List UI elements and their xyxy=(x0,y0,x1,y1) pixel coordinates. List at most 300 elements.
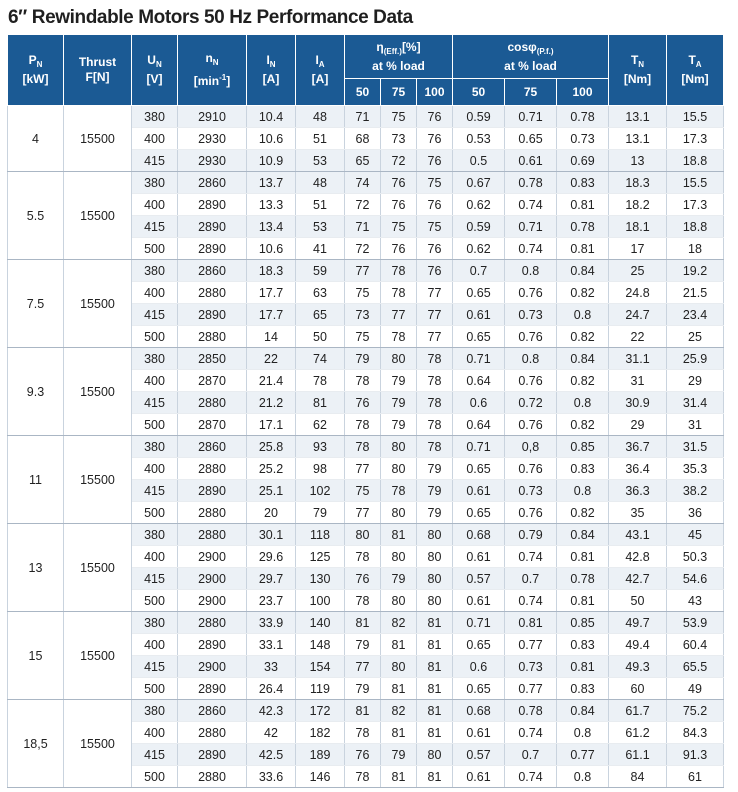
table-cell: 0.78 xyxy=(557,568,609,590)
table-cell: 0.71 xyxy=(453,436,505,458)
table-cell: 500 xyxy=(132,326,178,348)
table-cell: 0.65 xyxy=(453,282,505,304)
table-cell: 48 xyxy=(296,106,345,128)
table-cell: 81 xyxy=(381,634,417,656)
table-cell: 400 xyxy=(132,194,178,216)
table-cell: 0.71 xyxy=(505,106,557,128)
table-cell: 76 xyxy=(417,128,453,150)
table-cell: 51 xyxy=(296,128,345,150)
table-cell: 2860 xyxy=(178,700,247,722)
table-cell: 0.8 xyxy=(505,260,557,282)
table-cell: 81 xyxy=(417,612,453,634)
table-cell: 0.82 xyxy=(557,502,609,524)
table-cell: 2890 xyxy=(178,238,247,260)
header-rated-torque: $T_N$ [Nm] xyxy=(609,35,667,106)
table-row xyxy=(8,348,724,370)
table-cell: 2890 xyxy=(178,744,247,766)
table-cell: 0.71 xyxy=(505,216,557,238)
table-cell: 81 xyxy=(381,766,417,788)
table-cell: 78 xyxy=(345,414,381,436)
table-cell: 18.1 xyxy=(609,216,667,238)
table-cell: 0.68 xyxy=(453,700,505,722)
table-cell: 68 xyxy=(345,128,381,150)
power-cell: 18,5 xyxy=(8,700,64,788)
table-cell: 13.1 xyxy=(609,128,667,150)
table-cell: 0.84 xyxy=(557,348,609,370)
table-cell: 0.61 xyxy=(453,546,505,568)
table-cell: 0.85 xyxy=(557,612,609,634)
table-cell: 0.74 xyxy=(505,590,557,612)
table-cell: 78 xyxy=(345,370,381,392)
table-cell: 79 xyxy=(417,502,453,524)
power-cell: 15 xyxy=(8,612,64,700)
table-cell: 31.1 xyxy=(609,348,667,370)
table-cell: 75.2 xyxy=(667,700,724,722)
table-cell: 0.6 xyxy=(453,656,505,678)
table-cell: 20 xyxy=(247,502,296,524)
table-cell: 2890 xyxy=(178,304,247,326)
table-cell: 50 xyxy=(296,326,345,348)
header-pf-load: 50 xyxy=(453,79,505,106)
table-cell: 2930 xyxy=(178,128,247,150)
table-cell: 35 xyxy=(609,502,667,524)
table-cell: 81 xyxy=(417,766,453,788)
table-cell: 26.4 xyxy=(247,678,296,700)
table-cell: 0.73 xyxy=(557,128,609,150)
table-cell: 80 xyxy=(345,524,381,546)
header-eff-load: 100 xyxy=(417,79,453,106)
table-cell: 36.3 xyxy=(609,480,667,502)
table-cell: 78 xyxy=(381,282,417,304)
table-cell: 0.64 xyxy=(453,370,505,392)
table-cell: 42.8 xyxy=(609,546,667,568)
table-cell: 77 xyxy=(345,656,381,678)
table-cell: 400 xyxy=(132,282,178,304)
table-cell: 380 xyxy=(132,524,178,546)
table-cell: 0.85 xyxy=(557,436,609,458)
table-cell: 0.77 xyxy=(505,678,557,700)
table-cell: 33.1 xyxy=(247,634,296,656)
table-cell: 189 xyxy=(296,744,345,766)
table-cell: 400 xyxy=(132,128,178,150)
table-cell: 0.57 xyxy=(453,744,505,766)
table-cell: 75 xyxy=(345,326,381,348)
table-cell: 78 xyxy=(417,348,453,370)
table-cell: 2860 xyxy=(178,172,247,194)
table-cell: 41 xyxy=(296,238,345,260)
table-cell: 500 xyxy=(132,590,178,612)
table-cell: 78 xyxy=(345,546,381,568)
table-cell: 25.9 xyxy=(667,348,724,370)
table-cell: 146 xyxy=(296,766,345,788)
table-cell: 76 xyxy=(345,744,381,766)
table-cell: 29 xyxy=(667,370,724,392)
table-cell: 80 xyxy=(381,590,417,612)
table-cell: 75 xyxy=(417,216,453,238)
table-cell: 79 xyxy=(381,370,417,392)
table-cell: 76 xyxy=(345,568,381,590)
table-cell: 79 xyxy=(381,392,417,414)
table-cell: 2890 xyxy=(178,194,247,216)
table-cell: 0.83 xyxy=(557,678,609,700)
table-cell: 78 xyxy=(345,436,381,458)
table-cell: 76 xyxy=(381,194,417,216)
table-cell: 2880 xyxy=(178,722,247,744)
table-cell: 415 xyxy=(132,480,178,502)
table-cell: 0.82 xyxy=(557,414,609,436)
table-cell: 2890 xyxy=(178,634,247,656)
table-body xyxy=(8,106,724,788)
thrust-cell: 15500 xyxy=(64,348,132,436)
table-cell: 72 xyxy=(345,194,381,216)
table-cell: 17 xyxy=(609,238,667,260)
table-cell: 78 xyxy=(345,590,381,612)
table-cell: 78 xyxy=(417,414,453,436)
table-cell: 0.61 xyxy=(505,150,557,172)
table-cell: 35.3 xyxy=(667,458,724,480)
table-cell: 77 xyxy=(345,502,381,524)
table-cell: 65 xyxy=(345,150,381,172)
table-cell: 75 xyxy=(345,282,381,304)
header-efficiency: $\eta_{(Eff.)}[\%]$ at % load xyxy=(345,35,453,79)
table-cell: 18.8 xyxy=(667,216,724,238)
table-cell: 72 xyxy=(381,150,417,172)
table-cell: 0.81 xyxy=(557,590,609,612)
table-cell: 81 xyxy=(417,700,453,722)
table-cell: 0.74 xyxy=(505,766,557,788)
table-cell: 25.8 xyxy=(247,436,296,458)
table-cell: 42.7 xyxy=(609,568,667,590)
table-cell: 76 xyxy=(381,172,417,194)
table-cell: 2850 xyxy=(178,348,247,370)
table-cell: 500 xyxy=(132,238,178,260)
table-cell: 81 xyxy=(417,634,453,656)
table-cell: 78 xyxy=(345,722,381,744)
table-cell: 81 xyxy=(417,678,453,700)
table-cell: 79 xyxy=(345,348,381,370)
table-cell: 400 xyxy=(132,634,178,656)
table-cell: 36 xyxy=(667,502,724,524)
table-cell: 81 xyxy=(296,392,345,414)
table-cell: 81 xyxy=(381,524,417,546)
table-cell: 82 xyxy=(381,700,417,722)
table-cell: 60.4 xyxy=(667,634,724,656)
table-cell: 23.7 xyxy=(247,590,296,612)
table-cell: 0.78 xyxy=(505,700,557,722)
table-cell: 0.76 xyxy=(505,414,557,436)
table-cell: 0.81 xyxy=(557,194,609,216)
table-cell: 59 xyxy=(296,260,345,282)
table-cell: 0.7 xyxy=(505,744,557,766)
table-cell: 0.78 xyxy=(505,172,557,194)
table-cell: 24.7 xyxy=(609,304,667,326)
table-cell: 0,8 xyxy=(505,436,557,458)
table-cell: 18.2 xyxy=(609,194,667,216)
table-cell: 21.4 xyxy=(247,370,296,392)
table-cell: 2900 xyxy=(178,656,247,678)
table-cell: 80 xyxy=(381,546,417,568)
table-cell: 0.73 xyxy=(505,656,557,678)
table-cell: 2880 xyxy=(178,282,247,304)
table-cell: 380 xyxy=(132,106,178,128)
table-cell: 76 xyxy=(417,106,453,128)
table-cell: 43 xyxy=(667,590,724,612)
table-cell: 79 xyxy=(381,414,417,436)
table-cell: 29.6 xyxy=(247,546,296,568)
table-cell: 15.5 xyxy=(667,106,724,128)
table-cell: 78 xyxy=(417,392,453,414)
table-cell: 91.3 xyxy=(667,744,724,766)
table-cell: 15.5 xyxy=(667,172,724,194)
table-cell: 49.3 xyxy=(609,656,667,678)
table-cell: 0.5 xyxy=(453,150,505,172)
table-cell: 65 xyxy=(296,304,345,326)
table-cell: 0.8 xyxy=(557,304,609,326)
table-row xyxy=(8,612,724,634)
table-cell: 0.8 xyxy=(505,348,557,370)
table-cell: 0.73 xyxy=(505,304,557,326)
power-cell: 7.5 xyxy=(8,260,64,348)
table-cell: 53.9 xyxy=(667,612,724,634)
table-cell: 43.1 xyxy=(609,524,667,546)
table-cell: 2910 xyxy=(178,106,247,128)
table-cell: 0.59 xyxy=(453,216,505,238)
table-cell: 0.53 xyxy=(453,128,505,150)
table-cell: 36.4 xyxy=(609,458,667,480)
table-cell: 10.4 xyxy=(247,106,296,128)
table-cell: 0.77 xyxy=(505,634,557,656)
thrust-cell: 15500 xyxy=(64,260,132,348)
table-cell: 0.61 xyxy=(453,766,505,788)
table-cell: 79 xyxy=(417,480,453,502)
power-cell: 5.5 xyxy=(8,172,64,260)
table-cell: 79 xyxy=(417,458,453,480)
table-cell: 76 xyxy=(345,392,381,414)
table-cell: 380 xyxy=(132,172,178,194)
table-cell: 0.84 xyxy=(557,700,609,722)
table-cell: 0.71 xyxy=(453,348,505,370)
table-cell: 74 xyxy=(345,172,381,194)
table-cell: 13.4 xyxy=(247,216,296,238)
table-cell: 2880 xyxy=(178,502,247,524)
table-cell: 0.74 xyxy=(505,546,557,568)
table-cell: 25.2 xyxy=(247,458,296,480)
table-cell: 400 xyxy=(132,458,178,480)
table-cell: 31.5 xyxy=(667,436,724,458)
page-title: 6″ Rewindable Motors 50 Hz Performance Data xyxy=(8,7,413,28)
table-cell: 0.7 xyxy=(453,260,505,282)
header-starting-current: $I_A$ [A] xyxy=(296,35,345,106)
table-cell: 0.83 xyxy=(557,634,609,656)
table-cell: 36.7 xyxy=(609,436,667,458)
table-cell: 80 xyxy=(417,546,453,568)
table-cell: 14 xyxy=(247,326,296,348)
header-eff-load: 50 xyxy=(345,79,381,106)
table-cell: 33.9 xyxy=(247,612,296,634)
table-cell: 71 xyxy=(345,106,381,128)
table-cell: 78 xyxy=(381,260,417,282)
table-cell: 75 xyxy=(381,106,417,128)
table-cell: 78 xyxy=(417,370,453,392)
table-cell: 0.83 xyxy=(557,172,609,194)
table-cell: 77 xyxy=(417,304,453,326)
table-cell: 400 xyxy=(132,546,178,568)
table-cell: 0.65 xyxy=(453,634,505,656)
table-cell: 0.71 xyxy=(453,612,505,634)
thrust-cell: 15500 xyxy=(64,524,132,612)
table-cell: 0.78 xyxy=(557,106,609,128)
table-cell: 172 xyxy=(296,700,345,722)
table-cell: 18 xyxy=(667,238,724,260)
table-cell: 79 xyxy=(381,568,417,590)
table-cell: 2880 xyxy=(178,766,247,788)
table-cell: 42.5 xyxy=(247,744,296,766)
table-cell: 2880 xyxy=(178,458,247,480)
table-cell: 2890 xyxy=(178,678,247,700)
table-cell: 17.7 xyxy=(247,282,296,304)
table-cell: 45 xyxy=(667,524,724,546)
table-cell: 31 xyxy=(667,414,724,436)
table-cell: 0.65 xyxy=(453,678,505,700)
table-cell: 400 xyxy=(132,370,178,392)
table-cell: 60 xyxy=(609,678,667,700)
table-cell: 76 xyxy=(417,260,453,282)
table-cell: 33.6 xyxy=(247,766,296,788)
table-cell: 500 xyxy=(132,502,178,524)
table-cell: 380 xyxy=(132,260,178,282)
table-cell: 61.2 xyxy=(609,722,667,744)
power-cell: 13 xyxy=(8,524,64,612)
table-cell: 2860 xyxy=(178,260,247,282)
table-cell: 0.64 xyxy=(453,414,505,436)
table-cell: 0.65 xyxy=(453,326,505,348)
table-cell: 10.6 xyxy=(247,238,296,260)
table-cell: 78 xyxy=(345,766,381,788)
table-cell: 73 xyxy=(345,304,381,326)
table-cell: 2880 xyxy=(178,612,247,634)
table-cell: 2900 xyxy=(178,546,247,568)
table-cell: 130 xyxy=(296,568,345,590)
table-cell: 62 xyxy=(296,414,345,436)
table-cell: 500 xyxy=(132,678,178,700)
table-cell: 0.57 xyxy=(453,568,505,590)
table-cell: 48 xyxy=(296,172,345,194)
table-cell: 0.8 xyxy=(557,480,609,502)
table-cell: 81 xyxy=(345,612,381,634)
table-cell: 415 xyxy=(132,304,178,326)
table-cell: 17.1 xyxy=(247,414,296,436)
header-speed: $n_N$ $[\min^{-1}]$ xyxy=(178,35,247,106)
table-cell: 98 xyxy=(296,458,345,480)
table-cell: 0.8 xyxy=(557,766,609,788)
table-cell: 25 xyxy=(667,326,724,348)
header-pf-load: 75 xyxy=(505,79,557,106)
table-cell: 0.83 xyxy=(557,458,609,480)
table-cell: 61 xyxy=(667,766,724,788)
table-cell: 10.9 xyxy=(247,150,296,172)
table-cell: 30.9 xyxy=(609,392,667,414)
table-cell: 81 xyxy=(381,678,417,700)
table-cell: 10.6 xyxy=(247,128,296,150)
table-row xyxy=(8,260,724,282)
table-cell: 102 xyxy=(296,480,345,502)
table-row xyxy=(8,524,724,546)
table-cell: 49 xyxy=(667,678,724,700)
table-cell: 75 xyxy=(345,480,381,502)
table-cell: 0.62 xyxy=(453,238,505,260)
table-cell: 0.82 xyxy=(557,282,609,304)
table-cell: 78 xyxy=(417,436,453,458)
table-cell: 0.73 xyxy=(505,480,557,502)
table-cell: 0.81 xyxy=(557,238,609,260)
table-cell: 0.62 xyxy=(453,194,505,216)
table-cell: 23.4 xyxy=(667,304,724,326)
table-cell: 0.69 xyxy=(557,150,609,172)
table-cell: 77 xyxy=(345,260,381,282)
power-cell: 9.3 xyxy=(8,348,64,436)
table-cell: 73 xyxy=(381,128,417,150)
table-cell: 61.1 xyxy=(609,744,667,766)
table-cell: 75 xyxy=(381,216,417,238)
table-row xyxy=(8,700,724,722)
table-cell: 17.3 xyxy=(667,128,724,150)
table-cell: 31.4 xyxy=(667,392,724,414)
table-cell: 42 xyxy=(247,722,296,744)
table-cell: 0.59 xyxy=(453,106,505,128)
table-cell: 72 xyxy=(345,238,381,260)
table-cell: 0.81 xyxy=(557,656,609,678)
table-row xyxy=(8,436,724,458)
table-cell: 76 xyxy=(381,238,417,260)
table-cell: 0.76 xyxy=(505,370,557,392)
table-cell: 0.67 xyxy=(453,172,505,194)
table-cell: 80 xyxy=(381,436,417,458)
table-cell: 77 xyxy=(417,282,453,304)
table-cell: 0.61 xyxy=(453,590,505,612)
table-cell: 79 xyxy=(381,744,417,766)
header-eff-load: 75 xyxy=(381,79,417,106)
table-cell: 80 xyxy=(381,348,417,370)
table-cell: 84 xyxy=(609,766,667,788)
table-cell: 415 xyxy=(132,216,178,238)
table-cell: 77 xyxy=(417,326,453,348)
table-cell: 2870 xyxy=(178,414,247,436)
table-cell: 21.2 xyxy=(247,392,296,414)
table-cell: 76 xyxy=(417,194,453,216)
table-cell: 0.8 xyxy=(557,392,609,414)
table-cell: 0.61 xyxy=(453,304,505,326)
table-row xyxy=(8,172,724,194)
table-cell: 80 xyxy=(417,524,453,546)
table-cell: 2930 xyxy=(178,150,247,172)
table-cell: 18.3 xyxy=(247,260,296,282)
table-cell: 80 xyxy=(381,656,417,678)
table-cell: 17.7 xyxy=(247,304,296,326)
table-cell: 2900 xyxy=(178,590,247,612)
table-cell: 79 xyxy=(296,502,345,524)
header-rated-current: $I_N$ [A] xyxy=(247,35,296,106)
table-cell: 0.65 xyxy=(453,458,505,480)
table-cell: 380 xyxy=(132,700,178,722)
thrust-cell: 15500 xyxy=(64,172,132,260)
table-cell: 0.84 xyxy=(557,524,609,546)
performance-table xyxy=(7,34,724,788)
table-cell: 78 xyxy=(381,326,417,348)
table-cell: 13 xyxy=(609,150,667,172)
table-cell: 400 xyxy=(132,722,178,744)
table-cell: 25.1 xyxy=(247,480,296,502)
table-cell: 2870 xyxy=(178,370,247,392)
